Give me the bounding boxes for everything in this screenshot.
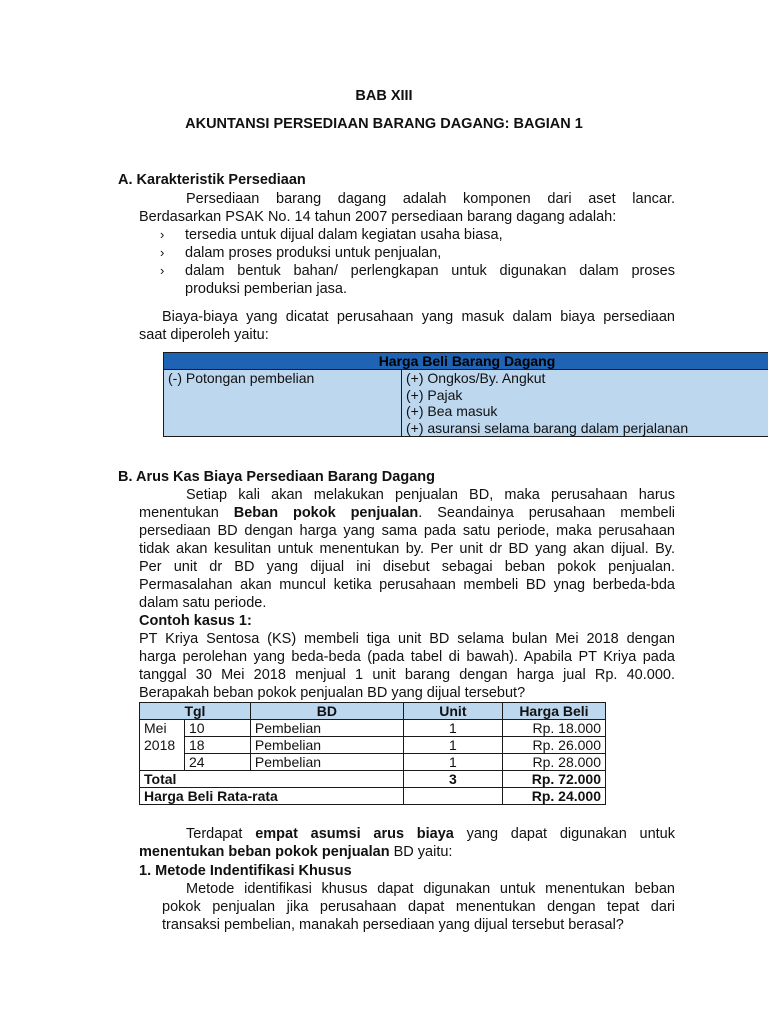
bullet-item-continuation: produksi pemberian jasa. xyxy=(185,281,348,297)
section-b-paragraph-line: dalam satu periode. xyxy=(139,595,267,611)
section-b-paragraph-line: Per unit dr BD yang dijual ini disebut sebagai beban pokok penjualan. xyxy=(139,559,675,575)
method-paragraph-line: transaksi pembelian, manakah persediaan yang dijual tersebut berasal? xyxy=(162,917,624,933)
bullet-item: tersedia untuk dijual dalam kegiatan usaha biasa, xyxy=(185,227,503,243)
addition-item: (+) Bea masuk xyxy=(406,403,498,419)
cell-price: Rp. 26.000 xyxy=(502,737,605,754)
cell-empty xyxy=(403,788,502,805)
table-cell-deduction: (-) Potongan pembelian xyxy=(164,370,402,437)
case-line: Berapakah beban pokok penjualan BD yang dijual tersebut? xyxy=(139,685,526,701)
section-a-paragraph-line: Berdasarkan PSAK No. 14 tahun 2007 persediaan barang dagang adalah: xyxy=(139,209,617,225)
column-header: Tgl xyxy=(140,703,251,720)
section-a-heading: A. Karakteristik Persediaan xyxy=(118,172,306,188)
section-b-paragraph-line: persediaan BD dengan harga yang sama pada satu periode, maka perusahaan xyxy=(139,523,675,539)
chapter-heading: BAB XIII xyxy=(355,88,413,104)
text-run: BD yaitu: xyxy=(389,844,453,860)
case-line: harga perolehan yang beda-beda (pada tabel di bawah). Apabila PT Kriya pada xyxy=(139,649,675,665)
column-header: Harga Beli xyxy=(502,703,605,720)
bullet-item: dalam bentuk bahan/ perlengkapan untuk digunakan dalam proses xyxy=(185,263,675,279)
chevron-right-icon: › xyxy=(160,245,165,260)
section-b-paragraph-line: tidak akan kesulitan untuk menentukan by. Per unit dr BD yang akan dijual. By. xyxy=(139,541,675,557)
method-paragraph-line: pokok penjualan jika perusahaan dapat menentukan dengan tepat dari xyxy=(162,899,675,915)
cost-components-table xyxy=(163,352,768,437)
table-header: Harga Beli Barang Dagang xyxy=(164,353,768,370)
section-b-heading: B. Arus Kas Biaya Persediaan Barang Dagang xyxy=(118,469,435,485)
cell-price: Rp. 18.000 xyxy=(502,720,605,737)
cell-unit: 1 xyxy=(403,754,502,771)
cell-total-label: Total xyxy=(140,771,404,788)
chevron-right-icon: › xyxy=(160,227,165,242)
bold-term: menentukan beban pokok penjualan xyxy=(139,844,390,860)
table-row-total xyxy=(140,771,606,788)
cell-month: 2018 xyxy=(140,737,185,754)
case-line: tanggal 30 Mei 2018 menjual 1 unit barang dengan harga jual Rp. 40.000. xyxy=(139,667,675,683)
section-b-paragraph-line xyxy=(139,504,675,522)
cell-price: Rp. 28.000 xyxy=(502,754,605,771)
method-heading: 1. Metode Indentifikasi Khusus xyxy=(139,863,352,879)
cell-desc: Pembelian xyxy=(250,720,403,737)
cell-day: 18 xyxy=(185,737,251,754)
section-a-paragraph-line: Biaya-biaya yang dicatat perusahaan yang masuk dalam biaya persediaan xyxy=(162,309,675,325)
case-label: Contoh kasus 1: xyxy=(139,613,252,629)
section-b-paragraph-line: Setiap kali akan melakukan penjualan BD, maka perusahaan harus xyxy=(186,487,675,503)
cell-day: 10 xyxy=(185,720,251,737)
purchase-table xyxy=(139,702,606,805)
cell-day: 24 xyxy=(185,754,251,771)
text-run: Terdapat xyxy=(186,826,256,842)
text-run: yang dapat digunakan untuk xyxy=(453,826,675,842)
cell-average-price: Rp. 24.000 xyxy=(502,788,605,805)
cell-average-label: Harga Beli Rata-rata xyxy=(140,788,404,805)
case-line: PT Kriya Sentosa (KS) membeli tiga unit BD selama bulan Mei 2018 dengan xyxy=(139,631,675,647)
table-row xyxy=(140,737,606,754)
cell-month xyxy=(140,754,185,771)
section-a-paragraph-line: saat diperoleh yaitu: xyxy=(139,327,269,343)
method-paragraph-line: Metode identifikasi khusus dapat digunakan untuk menentukan beban xyxy=(186,881,675,897)
cell-unit: 1 xyxy=(403,720,502,737)
addition-item: (+) asuransi selama barang dalam perjalanan xyxy=(406,419,689,436)
column-header: BD xyxy=(250,703,403,720)
section-b-paragraph-line xyxy=(139,843,452,861)
addition-item: (+) Ongkos/By. Angkut xyxy=(406,370,546,386)
column-header: Unit xyxy=(403,703,502,720)
text-run: menentukan xyxy=(139,505,234,521)
cell-total-unit: 3 xyxy=(403,771,502,788)
document-title: AKUNTANSI PERSEDIAAN BARANG DAGANG: BAGIAN 1 xyxy=(185,116,583,132)
chevron-right-icon: › xyxy=(160,263,165,278)
cell-unit: 1 xyxy=(403,737,502,754)
addition-item: (+) Pajak xyxy=(406,386,463,403)
section-b-paragraph-line: Permasalahan akan muncul ketika perusahaan membeli BD ynag berbeda-bda xyxy=(139,577,675,593)
section-b-paragraph-line xyxy=(186,825,675,843)
cell-month: Mei xyxy=(140,720,185,737)
cell-desc: Pembelian xyxy=(250,737,403,754)
cell-total-price: Rp. 72.000 xyxy=(502,771,605,788)
bullet-item: dalam proses produksi untuk penjualan, xyxy=(185,245,442,261)
cell-desc: Pembelian xyxy=(250,754,403,771)
bold-term: empat asumsi arus biaya xyxy=(255,826,454,842)
table-row xyxy=(140,720,606,737)
bold-term: Beban pokok penjualan xyxy=(233,505,419,521)
text-run: . Seandainya perusahaan membeli xyxy=(418,505,676,521)
section-a-paragraph-line: Persediaan barang dagang adalah komponen dari aset lancar. xyxy=(186,191,675,207)
table-row-average xyxy=(140,788,606,805)
table-cell-additions xyxy=(402,370,768,437)
table-row xyxy=(140,754,606,771)
